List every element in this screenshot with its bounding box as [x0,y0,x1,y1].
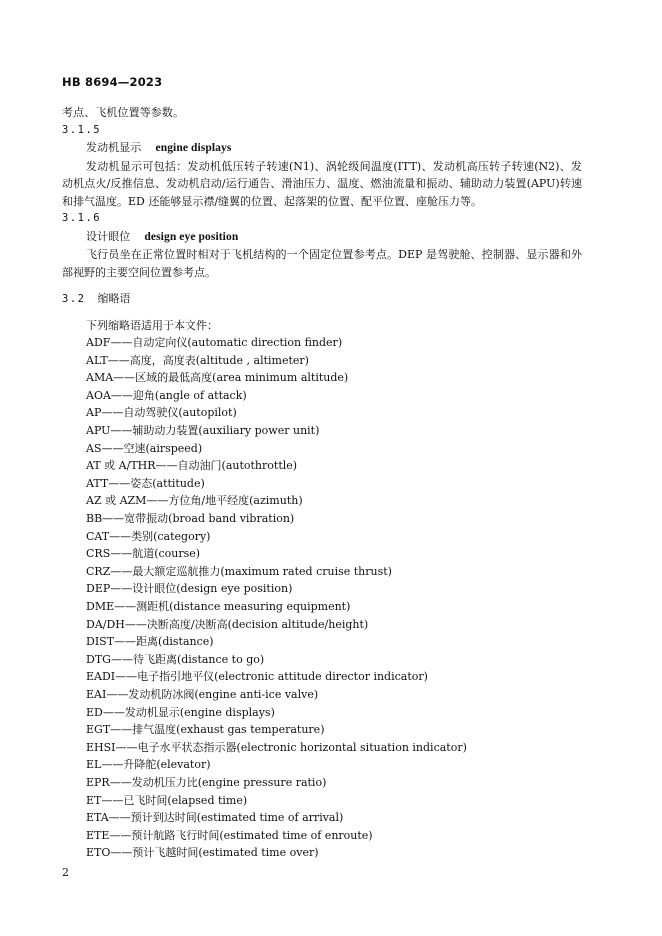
page-number: 2 [62,866,69,879]
abbreviation-item: AS——空速(airspeed) [86,441,203,455]
definition-design-eye-position: 飞行员坐在正常位置时相对于飞机结构的一个固定位置参考点。DEP 是驾驶舱、控制器、显示器和外部视野的主要空间位置参考点。 [62,248,582,279]
abbreviation-item: DME——测距机(distance measuring equipment) [86,600,351,613]
abbreviation-item: AT 或 A/THR——自动油门(autothrottle) [86,459,298,473]
section-title: 缩略语 [97,292,131,305]
page-content [62,104,582,862]
abbreviation-item: ED——发动机显示(engine displays) [86,705,275,719]
intro-line: 考点、飞机位置等参数。 [62,106,185,119]
abbreviation-item: EHSI——电子水平状态指示器(electronic horizontal situation indicator) [86,740,467,754]
term-cn: 设计眼位 [86,229,131,243]
abbreviation-item: ET——已飞时间(elapsed time) [86,793,248,807]
section-number-3-2: 3.2 [62,293,86,305]
term-en: engine displays [155,142,232,154]
abbreviation-item: AZ 或 AZM——方位角/地平经度(azimuth) [86,494,303,508]
abbreviation-item: DTG——待飞距离(distance to go) [86,652,265,666]
abbreviation-item: EPR——发动机压力比(engine pressure ratio) [86,775,327,789]
abbreviation-item: EL——升降舵(elevator) [86,758,211,772]
abbreviation-item: ETO——预计飞越时间(estimated time over) [86,846,319,860]
abbreviation-item: EADI——电子指引地平仪(electronic attitude director indicator) [86,670,428,684]
term-heading-engine-displays [62,139,582,158]
abbreviation-item: BB——宽带振动(broad band vibration) [86,512,295,526]
abbreviation-item: ETA——预计到达时间(estimated time of arrival) [86,811,344,825]
section-number-3-1-5: 3.1.5 [62,123,102,136]
term-heading-design-eye-position [62,228,582,247]
abbreviation-item: ETE——预计航路飞行时间(estimated time of enroute) [86,828,373,842]
term-en: design eye position [144,230,239,243]
abbreviation-item: ADF——自动定向仪(automatic direction finder) [86,336,343,350]
term-cn: 发动机显示 [86,141,142,154]
abbreviation-item: APU——辅助动力装置(auxiliary power unit) [86,424,320,438]
section-number-3-1-6: 3.1.6 [62,212,102,224]
abbreviation-item: CRS——航道(course) [86,547,201,561]
abbreviation-item: EGT——排气温度(exhaust gas temperature) [86,723,325,737]
abbreviations-lead: 下列缩略语适用于本文件： [86,318,218,332]
abbreviation-item: AOA——迎角(angle of attack) [86,388,247,402]
section-heading-abbreviations [62,290,582,309]
abbreviation-item: EAI——发动机防冰阀(engine anti-ice valve) [86,687,319,701]
abbreviation-item: ALT——高度，高度表(altitude , altimeter) [86,353,309,367]
abbreviation-item: CAT——类别(category) [86,529,211,543]
abbreviation-item: AP——自动驾驶仪(autopilot) [86,406,237,420]
abbreviation-item: AMA——区域的最低高度(area minimum altitude) [86,371,349,385]
document-id-header: HB 8694—2023 [62,75,163,89]
abbreviation-item: CRZ——最大额定巡航推力(maximum rated cruise thrust) [86,564,392,578]
abbreviation-item: DA/DH——决断高度/决断高(decision altitude/height) [86,617,369,631]
abbreviation-item: DEP——设计眼位(design eye position) [86,582,293,596]
abbreviation-item: DIST——距离(distance) [86,635,214,649]
abbreviation-item: ATT——姿态(attitude) [86,476,205,490]
definition-engine-displays: 发动机显示可包括：发动机低压转子转速(N1)、涡轮级间温度(ITT)、发动机高压转子转速(N2)、发动机点火/反推信息、发动机启动/运行通告、滑油压力、温度、燃油流量和振动、辅助动力装置(APU)转速和排气温度。ED 还能够显示襟/缝翼的位置、起落架的位置、配平位置、座舱压力等。 [62,159,582,208]
abbreviation-list [62,334,582,862]
